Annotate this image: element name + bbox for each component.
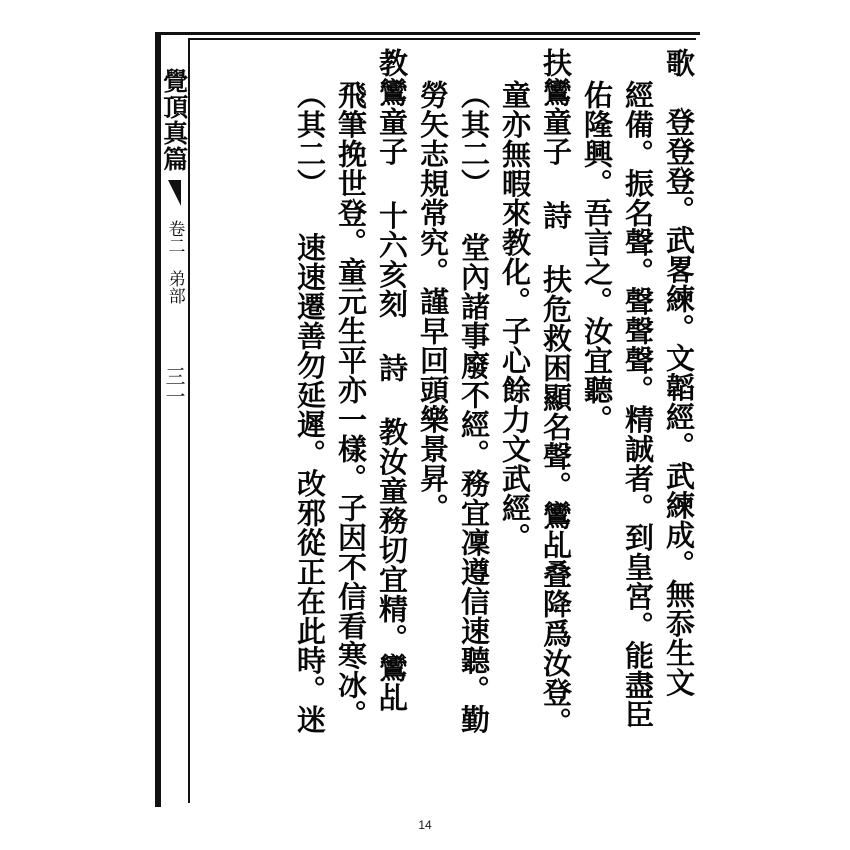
- text-column: 經備。振名聲。聲聲聲。精誠者。到皇宮。能盡臣: [621, 80, 655, 729]
- section-label: 弟部: [164, 270, 185, 304]
- text-column: 勞矢志規常究。謹早回頭樂景昇。: [416, 80, 450, 523]
- scanned-page-image: [155, 32, 700, 807]
- text-column: 扶鸞童子 詩 扶危救困顯名聲。鸞乩叠降爲汝登。: [539, 48, 573, 737]
- folio-number: 14: [418, 818, 432, 832]
- leaf-number: 三一: [162, 366, 186, 406]
- fishtail-mark-icon: [168, 180, 181, 206]
- banxin-spine-column: [159, 40, 189, 800]
- volume-label: 卷二: [164, 220, 185, 254]
- text-column: 教鸞童子 十六亥刻 詩 教汝童務切宜精。鸞乩: [375, 48, 409, 712]
- vertical-text-body: [195, 46, 696, 798]
- text-column: 飛筆挽世登。童元生平亦一樣。子因不信看寒冰。: [334, 80, 368, 729]
- text-column: （其二） 速速遷善勿延遲。改邪從正在此時。迷: [293, 80, 327, 734]
- text-column: （其二） 堂內諸事廢不經。務宜凜遵信速聽。勤: [457, 80, 491, 734]
- text-column: 佑隆興。吾言之。汝宜聽。: [580, 80, 614, 434]
- text-column: 童亦無暇來教化。子心餘力文武經。: [498, 80, 532, 552]
- text-column: 歌 登登登。武畧練。文韜經。武練成。無忝生文: [662, 48, 696, 697]
- book-title: 覺頂真篇: [159, 68, 189, 172]
